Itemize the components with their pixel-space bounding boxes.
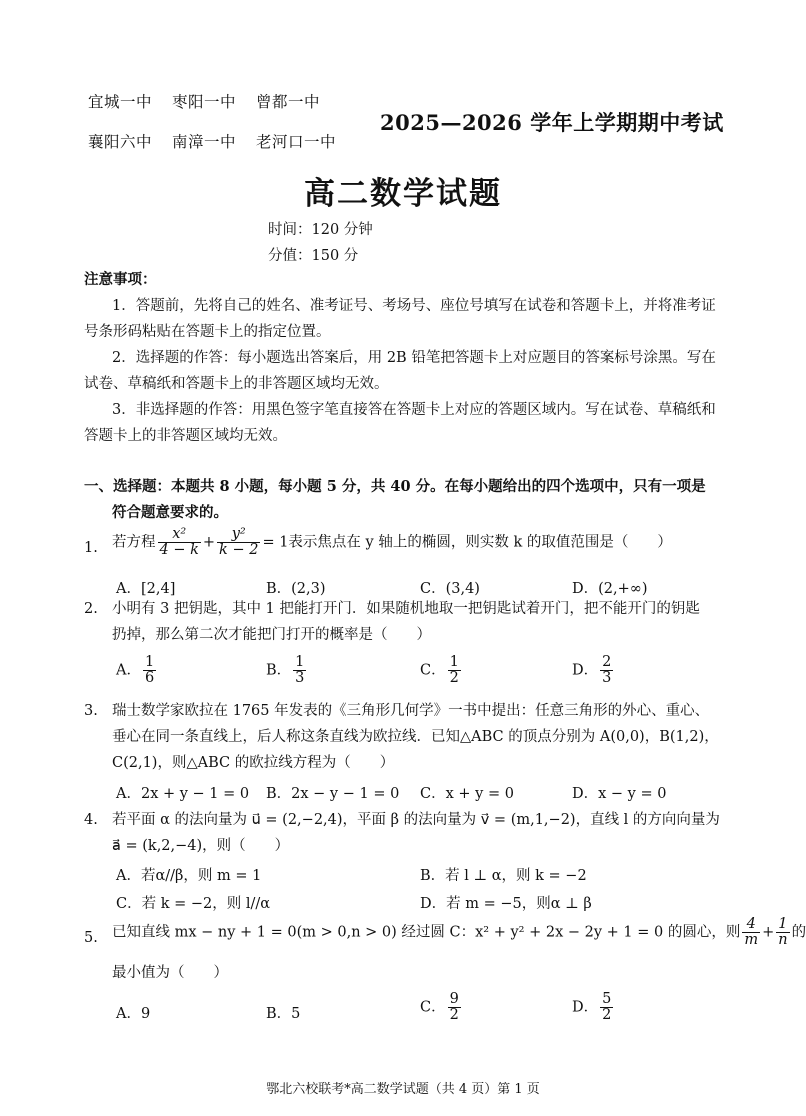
plus-sign: + bbox=[202, 534, 216, 551]
option-b bbox=[266, 655, 308, 686]
note-item-1: 1．答题前，先将自己的姓名、准考证号、考场号、座位号填写在试卷和答题卡上，并将准考证号条形码粘贴在答题卡上的指定位置。 bbox=[84, 298, 716, 340]
option-a: A．9 bbox=[116, 1006, 151, 1022]
exam-title: 2025—2026 学年上学期期中考试 bbox=[380, 110, 724, 135]
fraction-denominator: 3 bbox=[295, 670, 305, 687]
option-d: D．(2,+∞) bbox=[572, 581, 648, 597]
fraction bbox=[217, 527, 260, 558]
fraction bbox=[448, 992, 461, 1023]
note-item-3: 3．非选择题的作答：用黑色签字笔直接答在答题卡上对应的答题区域内。写在试卷、草稿纸和答题卡上的非答题区域均无效。 bbox=[84, 402, 716, 444]
option-d: D．若 m = −5，则α ⊥ β bbox=[420, 896, 592, 912]
option-label: D． bbox=[572, 999, 599, 1016]
option-label: D． bbox=[572, 662, 599, 679]
equals-one: = 1 bbox=[262, 534, 289, 551]
question-number: 3. bbox=[84, 703, 98, 719]
fraction-numerator: 4 bbox=[742, 917, 760, 933]
fraction-numerator: x² bbox=[158, 527, 201, 543]
option-label: A． bbox=[116, 662, 141, 679]
option-label: C． bbox=[420, 662, 446, 679]
question-number: 2. bbox=[84, 601, 98, 617]
fraction-denominator: 6 bbox=[144, 670, 155, 687]
question-4-line1: 若平面 α 的法向量为 u⃗ = (2,−2,4)，平面 β 的法向量为 v⃗ = (m,1,−2)，直线 l 的方向向量为 bbox=[112, 812, 720, 828]
q1-suffix: 表示焦点在 y 轴上的椭圆，则实数 k 的取值范围是（ ） bbox=[288, 534, 672, 551]
fraction-numerator: 1 bbox=[449, 654, 459, 670]
option-d bbox=[572, 655, 615, 686]
fraction-denominator: n bbox=[778, 932, 788, 949]
fraction-numerator: 1 bbox=[295, 654, 305, 670]
school-list-row2 bbox=[88, 130, 356, 152]
option-b: B．若 l ⊥ α，则 k = −2 bbox=[420, 868, 587, 884]
subject-title: 高二数学试题 bbox=[304, 176, 502, 212]
school-name: 南漳一中 bbox=[172, 133, 237, 151]
fraction bbox=[742, 917, 760, 948]
option-a: A．2x + y − 1 = 0 bbox=[116, 786, 250, 802]
school-name: 曾都一中 bbox=[256, 93, 321, 111]
q5-prefix: 已知直线 mx − ny + 1 = 0(m > 0,n > 0) 经过圆 C：x² + y² + 2x − 2y + 1 = 0 的圆心，则 bbox=[112, 924, 741, 941]
notes-heading: 注意事项： bbox=[84, 271, 157, 288]
option-c: C．x + y = 0 bbox=[420, 786, 514, 802]
fraction bbox=[143, 655, 156, 686]
q1-prefix: 若方程 bbox=[112, 534, 156, 551]
school-name: 老河口一中 bbox=[256, 133, 337, 151]
option-b: B．5 bbox=[266, 1006, 301, 1022]
section-heading-line1: 一、选择题：本题共 8 小题，每小题 5 分，共 40 分。在每小题给出的四个选项中，只有一项是 bbox=[84, 478, 706, 495]
fraction bbox=[448, 655, 461, 686]
fraction-denominator: 2 bbox=[602, 1007, 612, 1024]
option-b: B．2x − y − 1 = 0 bbox=[266, 786, 400, 802]
q5-suffix: 的 bbox=[791, 924, 806, 941]
school-name: 宜城一中 bbox=[88, 93, 153, 111]
option-c bbox=[420, 992, 463, 1023]
option-a: A．[2,4] bbox=[116, 581, 176, 597]
question-1-text bbox=[112, 527, 672, 558]
fraction-denominator: 2 bbox=[449, 670, 459, 687]
fraction bbox=[600, 655, 613, 686]
option-b: B．(2,3) bbox=[266, 581, 326, 597]
question-5-line1 bbox=[112, 917, 806, 948]
question-3-line2: 垂心在同一条直线上，后人称这条直线为欧拉线．已知△ABC 的顶点分别为 A(0,0)，B(1,2)， bbox=[112, 729, 719, 745]
fraction bbox=[293, 655, 306, 686]
fraction-numerator: 9 bbox=[449, 991, 459, 1007]
fraction-numerator: y² bbox=[217, 527, 260, 543]
fraction-numerator: 5 bbox=[602, 991, 612, 1007]
question-number: 5. bbox=[84, 930, 98, 946]
school-list-row1 bbox=[88, 90, 340, 112]
question-2-line2: 扔掉，那么第二次才能把门打开的概率是（ ） bbox=[112, 627, 431, 643]
fraction-denominator: 3 bbox=[602, 670, 612, 687]
question-2-line1: 小明有 3 把钥匙，其中 1 把能打开门．如果随机地取一把钥匙试着开门，把不能开门的钥匙 bbox=[112, 601, 700, 617]
question-3-line1: 瑞士数学家欧拉在 1765 年发表的《三角形几何学》一书中提出：任意三角形的外心、重心、 bbox=[112, 703, 710, 719]
note-item-2: 2．选择题的作答：每小题选出答案后，用 2B 铅笔把答题卡上对应题目的答案标号涂黑。写在试卷、草稿纸和答题卡上的非答题区域均无效。 bbox=[84, 350, 716, 392]
fraction-numerator: 2 bbox=[602, 654, 612, 670]
school-name: 襄阳六中 bbox=[88, 133, 153, 151]
option-c bbox=[420, 655, 463, 686]
fraction bbox=[600, 992, 613, 1023]
option-d: D．x − y = 0 bbox=[572, 786, 667, 802]
fraction-numerator: 1 bbox=[776, 917, 789, 933]
option-label: B． bbox=[266, 662, 292, 679]
plus-sign: + bbox=[762, 924, 775, 941]
fraction-denominator: 2 bbox=[449, 1007, 459, 1024]
question-number: 4. bbox=[84, 812, 98, 828]
option-c: C．若 k = −2，则 l//α bbox=[116, 896, 271, 912]
fraction-denominator: m bbox=[744, 932, 759, 949]
fraction-denominator: 4 − k bbox=[159, 542, 199, 559]
page-footer: 鄂北六校联考*高二数学试题（共 4 页）第 1 页 bbox=[266, 1082, 540, 1097]
question-number: 1. bbox=[84, 540, 98, 556]
fraction-denominator: k − 2 bbox=[219, 542, 259, 559]
option-c: C．(3,4) bbox=[420, 581, 480, 597]
school-name: 枣阳一中 bbox=[172, 93, 237, 111]
question-4-line2: a⃗ = (k,2,−4)，则（ ） bbox=[112, 838, 290, 854]
fraction bbox=[158, 527, 201, 558]
fraction bbox=[776, 917, 789, 948]
question-5-line2: 最小值为（ ） bbox=[112, 965, 228, 981]
option-a: A．若α//β，则 m = 1 bbox=[116, 868, 262, 884]
section-heading-line2: 符合题意要求的。 bbox=[112, 504, 228, 521]
question-3-line3: C(2,1)，则△ABC 的欧拉线方程为（ ） bbox=[112, 755, 395, 771]
exam-time: 时间：120 分钟 bbox=[268, 222, 373, 238]
fraction-numerator: 1 bbox=[144, 654, 155, 670]
option-label: C． bbox=[420, 999, 446, 1016]
exam-score: 分值：150 分 bbox=[268, 248, 359, 264]
option-a bbox=[116, 655, 158, 686]
option-d bbox=[572, 992, 615, 1023]
